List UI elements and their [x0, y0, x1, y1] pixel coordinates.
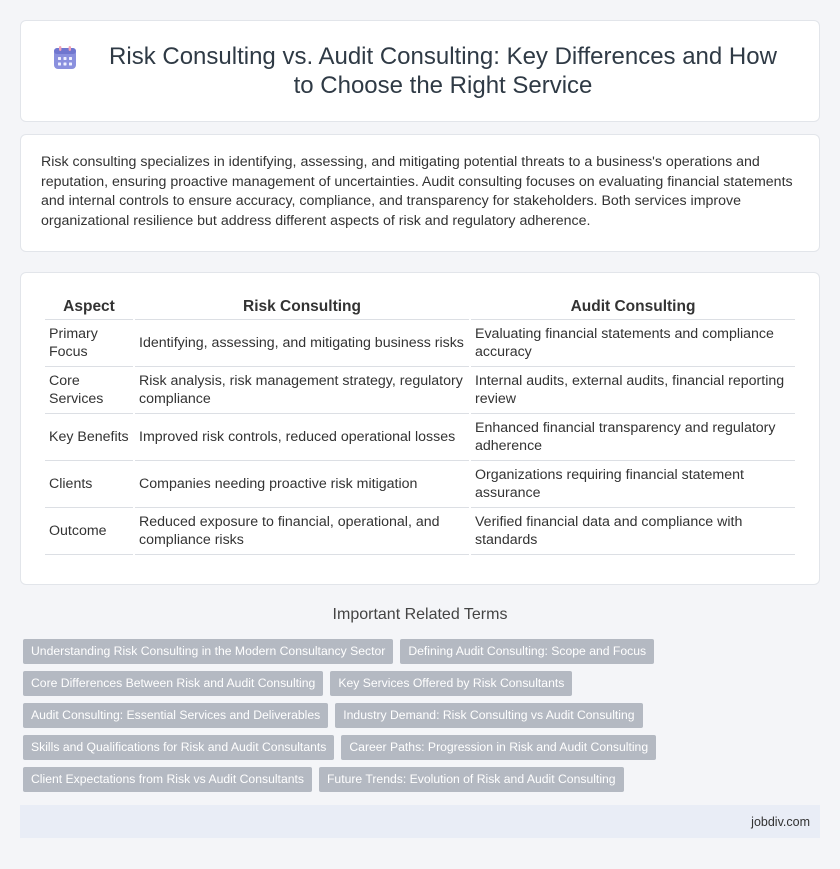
related-term-tag[interactable]: Career Paths: Progression in Risk and Audit Consulting: [341, 735, 656, 760]
related-terms-list: [23, 639, 823, 799]
table-row: [45, 414, 795, 461]
table-cell: Identifying, assessing, and mitigating business risks: [135, 320, 469, 367]
page-title: Risk Consulting vs. Audit Consulting: Key Differences and How to Choose the Right Service: [109, 43, 777, 99]
footer-site-link[interactable]: jobdiv.com: [751, 814, 810, 829]
table-cell: Clients: [45, 461, 133, 508]
table-cell: Outcome: [45, 508, 133, 555]
table-cell: Primary Focus: [45, 320, 133, 367]
related-terms-title: Important Related Terms: [332, 606, 508, 623]
table-cell: Key Benefits: [45, 414, 133, 461]
table-cell: Companies needing proactive risk mitigation: [135, 461, 469, 508]
table-row: [45, 508, 795, 555]
related-term-tag[interactable]: Defining Audit Consulting: Scope and Focus: [400, 639, 654, 664]
column-header: Risk Consulting: [135, 293, 469, 320]
related-term-tag[interactable]: Key Services Offered by Risk Consultants: [330, 671, 572, 696]
related-term-tag[interactable]: Client Expectations from Risk vs Audit Consultants: [23, 767, 312, 792]
related-term-tag[interactable]: Audit Consulting: Essential Services and Deliverables: [23, 703, 328, 728]
table-row: [45, 320, 795, 367]
table-cell: Organizations requiring financial statement assurance: [471, 461, 795, 508]
calendar-icon: [51, 44, 79, 72]
footer: [20, 805, 820, 838]
table-cell: Improved risk controls, reduced operational losses: [135, 414, 469, 461]
related-term-tag[interactable]: Skills and Qualifications for Risk and Audit Consultants: [23, 735, 334, 760]
table-cell: Reduced exposure to financial, operational, and compliance risks: [135, 508, 469, 555]
related-term-tag[interactable]: Understanding Risk Consulting in the Modern Consultancy Sector: [23, 639, 393, 664]
intro-card: [20, 134, 820, 252]
table-cell: Enhanced financial transparency and regulatory adherence: [471, 414, 795, 461]
table-cell: Verified financial data and compliance with standards: [471, 508, 795, 555]
header-card: [20, 20, 820, 122]
table-cell: Core Services: [45, 367, 133, 414]
table-row: [45, 367, 795, 414]
column-header: Aspect: [45, 293, 133, 320]
intro-text: Risk consulting specializes in identifying, assessing, and mitigating potential threats to a business's operations and reputation, ensuring proactive management of uncertainties. Audit consulting focuses on evaluating financial statements and internal controls to ensure accuracy, compliance, and transparency for stakeholders. Both services improve organizational resilience but address different aspects of risk and regulatory adherence.: [41, 154, 793, 229]
table-cell: Internal audits, external audits, financial reporting review: [471, 367, 795, 414]
table-cell: Risk analysis, risk management strategy, regulatory compliance: [135, 367, 469, 414]
comparison-table-card: [20, 272, 820, 585]
table-header-row: [45, 293, 795, 320]
table-row: [45, 461, 795, 508]
related-term-tag[interactable]: Core Differences Between Risk and Audit Consulting: [23, 671, 323, 696]
related-term-tag[interactable]: Future Trends: Evolution of Risk and Audit Consulting: [319, 767, 624, 792]
column-header: Audit Consulting: [471, 293, 795, 320]
comparison-table: [43, 293, 797, 555]
related-term-tag[interactable]: Industry Demand: Risk Consulting vs Audit Consulting: [335, 703, 642, 728]
table-cell: Evaluating financial statements and compliance accuracy: [471, 320, 795, 367]
